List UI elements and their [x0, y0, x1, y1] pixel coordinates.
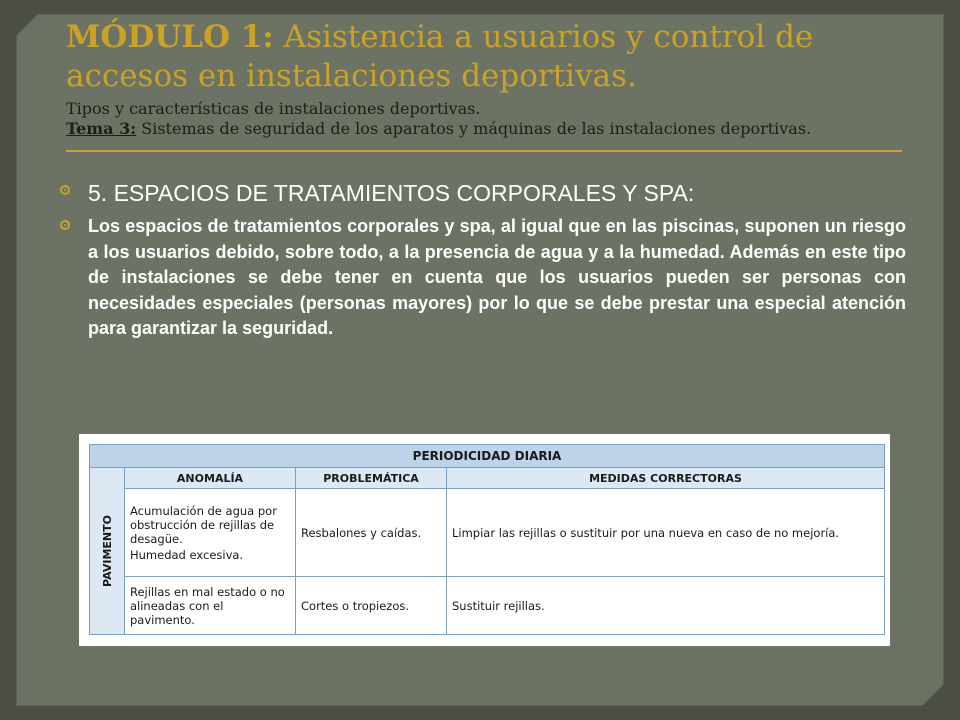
- cell-text: Acumulación de agua por obstrucción de rejillas de desagüe.: [130, 503, 277, 546]
- table-row: [90, 489, 885, 577]
- table-image: [79, 434, 890, 646]
- table-cell-medidas: Sustituir rejillas.: [447, 577, 885, 635]
- bullet-list: [60, 178, 906, 342]
- bullet-paragraph-text: Los espacios de tratamientos corporales y spa, al igual que en las piscinas, suponen un riesgo a los usuarios debido, sobre todo, a la presencia de agua y a la humedad. Además en este tipo de instalaciones se debe tener en cuenta que los usuarios pueden ser personas con necesidades especiales (personas mayores) por lo que se debe prestar una especial atención para garantizar la seguridad.: [88, 216, 906, 338]
- table-cell-problematica: Resbalones y caídas.: [296, 489, 447, 577]
- table-cell-anomalia: [125, 577, 296, 635]
- subtitle: Tipos y características de instalaciones deportivas.: [66, 99, 481, 118]
- module-title-part2: accesos en instalaciones deportivas.: [66, 58, 637, 94]
- cell-text: Humedad excesiva.: [130, 547, 244, 562]
- table-row: [90, 577, 885, 635]
- module-title-line2: [66, 57, 906, 95]
- column-header-problematica: PROBLEMÁTICA: [296, 468, 447, 489]
- bullet-heading: [60, 178, 906, 208]
- module-title-line1: [66, 18, 906, 57]
- tema-line: [66, 119, 906, 139]
- column-header-anomalia: ANOMALÍA: [125, 468, 296, 489]
- column-header-medidas: MEDIDAS CORRECTORAS: [447, 468, 885, 489]
- maintenance-table: [89, 444, 885, 635]
- bullet-icon: [60, 185, 70, 195]
- table-cell-anomalia: [125, 489, 296, 577]
- module-title-part1: Asistencia a usuarios y control de: [283, 19, 814, 55]
- table-cell-problematica: Cortes o tropiezos.: [296, 577, 447, 635]
- table-side-label-cell: [90, 468, 125, 635]
- bullet-paragraph: [60, 214, 906, 342]
- header-divider: [66, 150, 902, 152]
- tema-label: Tema 3:: [66, 119, 137, 138]
- bullet-heading-text: 5. ESPACIOS DE TRATAMIENTOS CORPORALES Y SPA:: [88, 180, 695, 206]
- table-title: PERIODICIDAD DIARIA: [90, 445, 885, 468]
- cell-text: Rejillas en mal estado o no alineadas con el pavimento.: [130, 584, 285, 627]
- module-label: MÓDULO 1:: [66, 19, 274, 55]
- table-cell-medidas: Limpiar las rejillas o sustituir por una nueva en caso de no mejoría.: [447, 489, 885, 577]
- slide-header: [66, 18, 906, 139]
- tema-text: Sistemas de seguridad de los aparatos y máquinas de las instalaciones deportivas.: [141, 119, 812, 138]
- table-side-label: PAVIMENTO: [100, 515, 114, 587]
- bullet-icon: [60, 220, 70, 230]
